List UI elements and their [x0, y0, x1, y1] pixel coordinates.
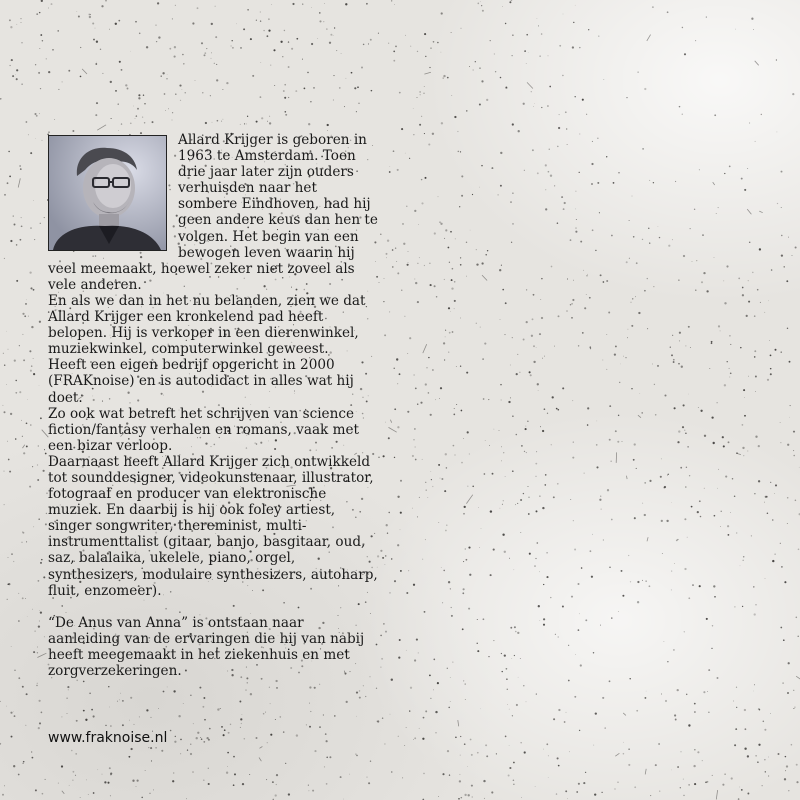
- bio-paragraph: En als we dan in het nu belanden, zien we dat Allard Krijger een kronkelend pad heeft belopen. Hij is verkoper in een dierenwinkel, muziekwinkel, computerwinkel geweest.: [48, 292, 366, 358]
- photo-spacer: [48, 132, 178, 260]
- author-bio: [48, 132, 378, 679]
- bio-paragraph: “De Anus van Anna” is ontstaan naar aanleiding van de ervaringen die hij van nabij heeft meegemaakt in het ziekenhuis en met zorgverzekeringen.: [48, 614, 365, 679]
- bio-paragraph: Heeft een eigen bedrijf opgericht in 2000 (FRAKnoise) en is autodidact in alles wat hij doet.: [48, 357, 354, 406]
- bio-paragraph: Zo ook wat betreft het schrijven van science fiction/fantasy verhalen en romans, vaak met een bizar verloop.: [48, 405, 360, 454]
- website-url: www.fraknoise.nl: [48, 730, 168, 746]
- bio-paragraph: Allard Krijger is geboren in 1963 te Amsterdam. Toen drie jaar later zijn ouders verhuisden naar het sombere Eindhoven, had hij geen andere keus dan hen te volgen. Het begin van een bewogen leven waarin hij veel meemaakt, hoewel zeker niet zoveel als vele anderen.: [48, 132, 378, 293]
- bio-paragraph: Daarnaast heeft Allard Krijger zich ontwikkeld tot sounddesigner, videokunstenaar, illustrator, fotograaf en producer van elektronische muziek. En daarbij is hij ook foley artiest, singer songwriter, thereminist, multi-instrumenttalist (gitaar, banjo, basgitaar, oud, saz, balalaika, ukelele, piano, orgel, synthesizers, modulaire synthesizers, autoharp, fluit, enzomeer).: [48, 453, 378, 599]
